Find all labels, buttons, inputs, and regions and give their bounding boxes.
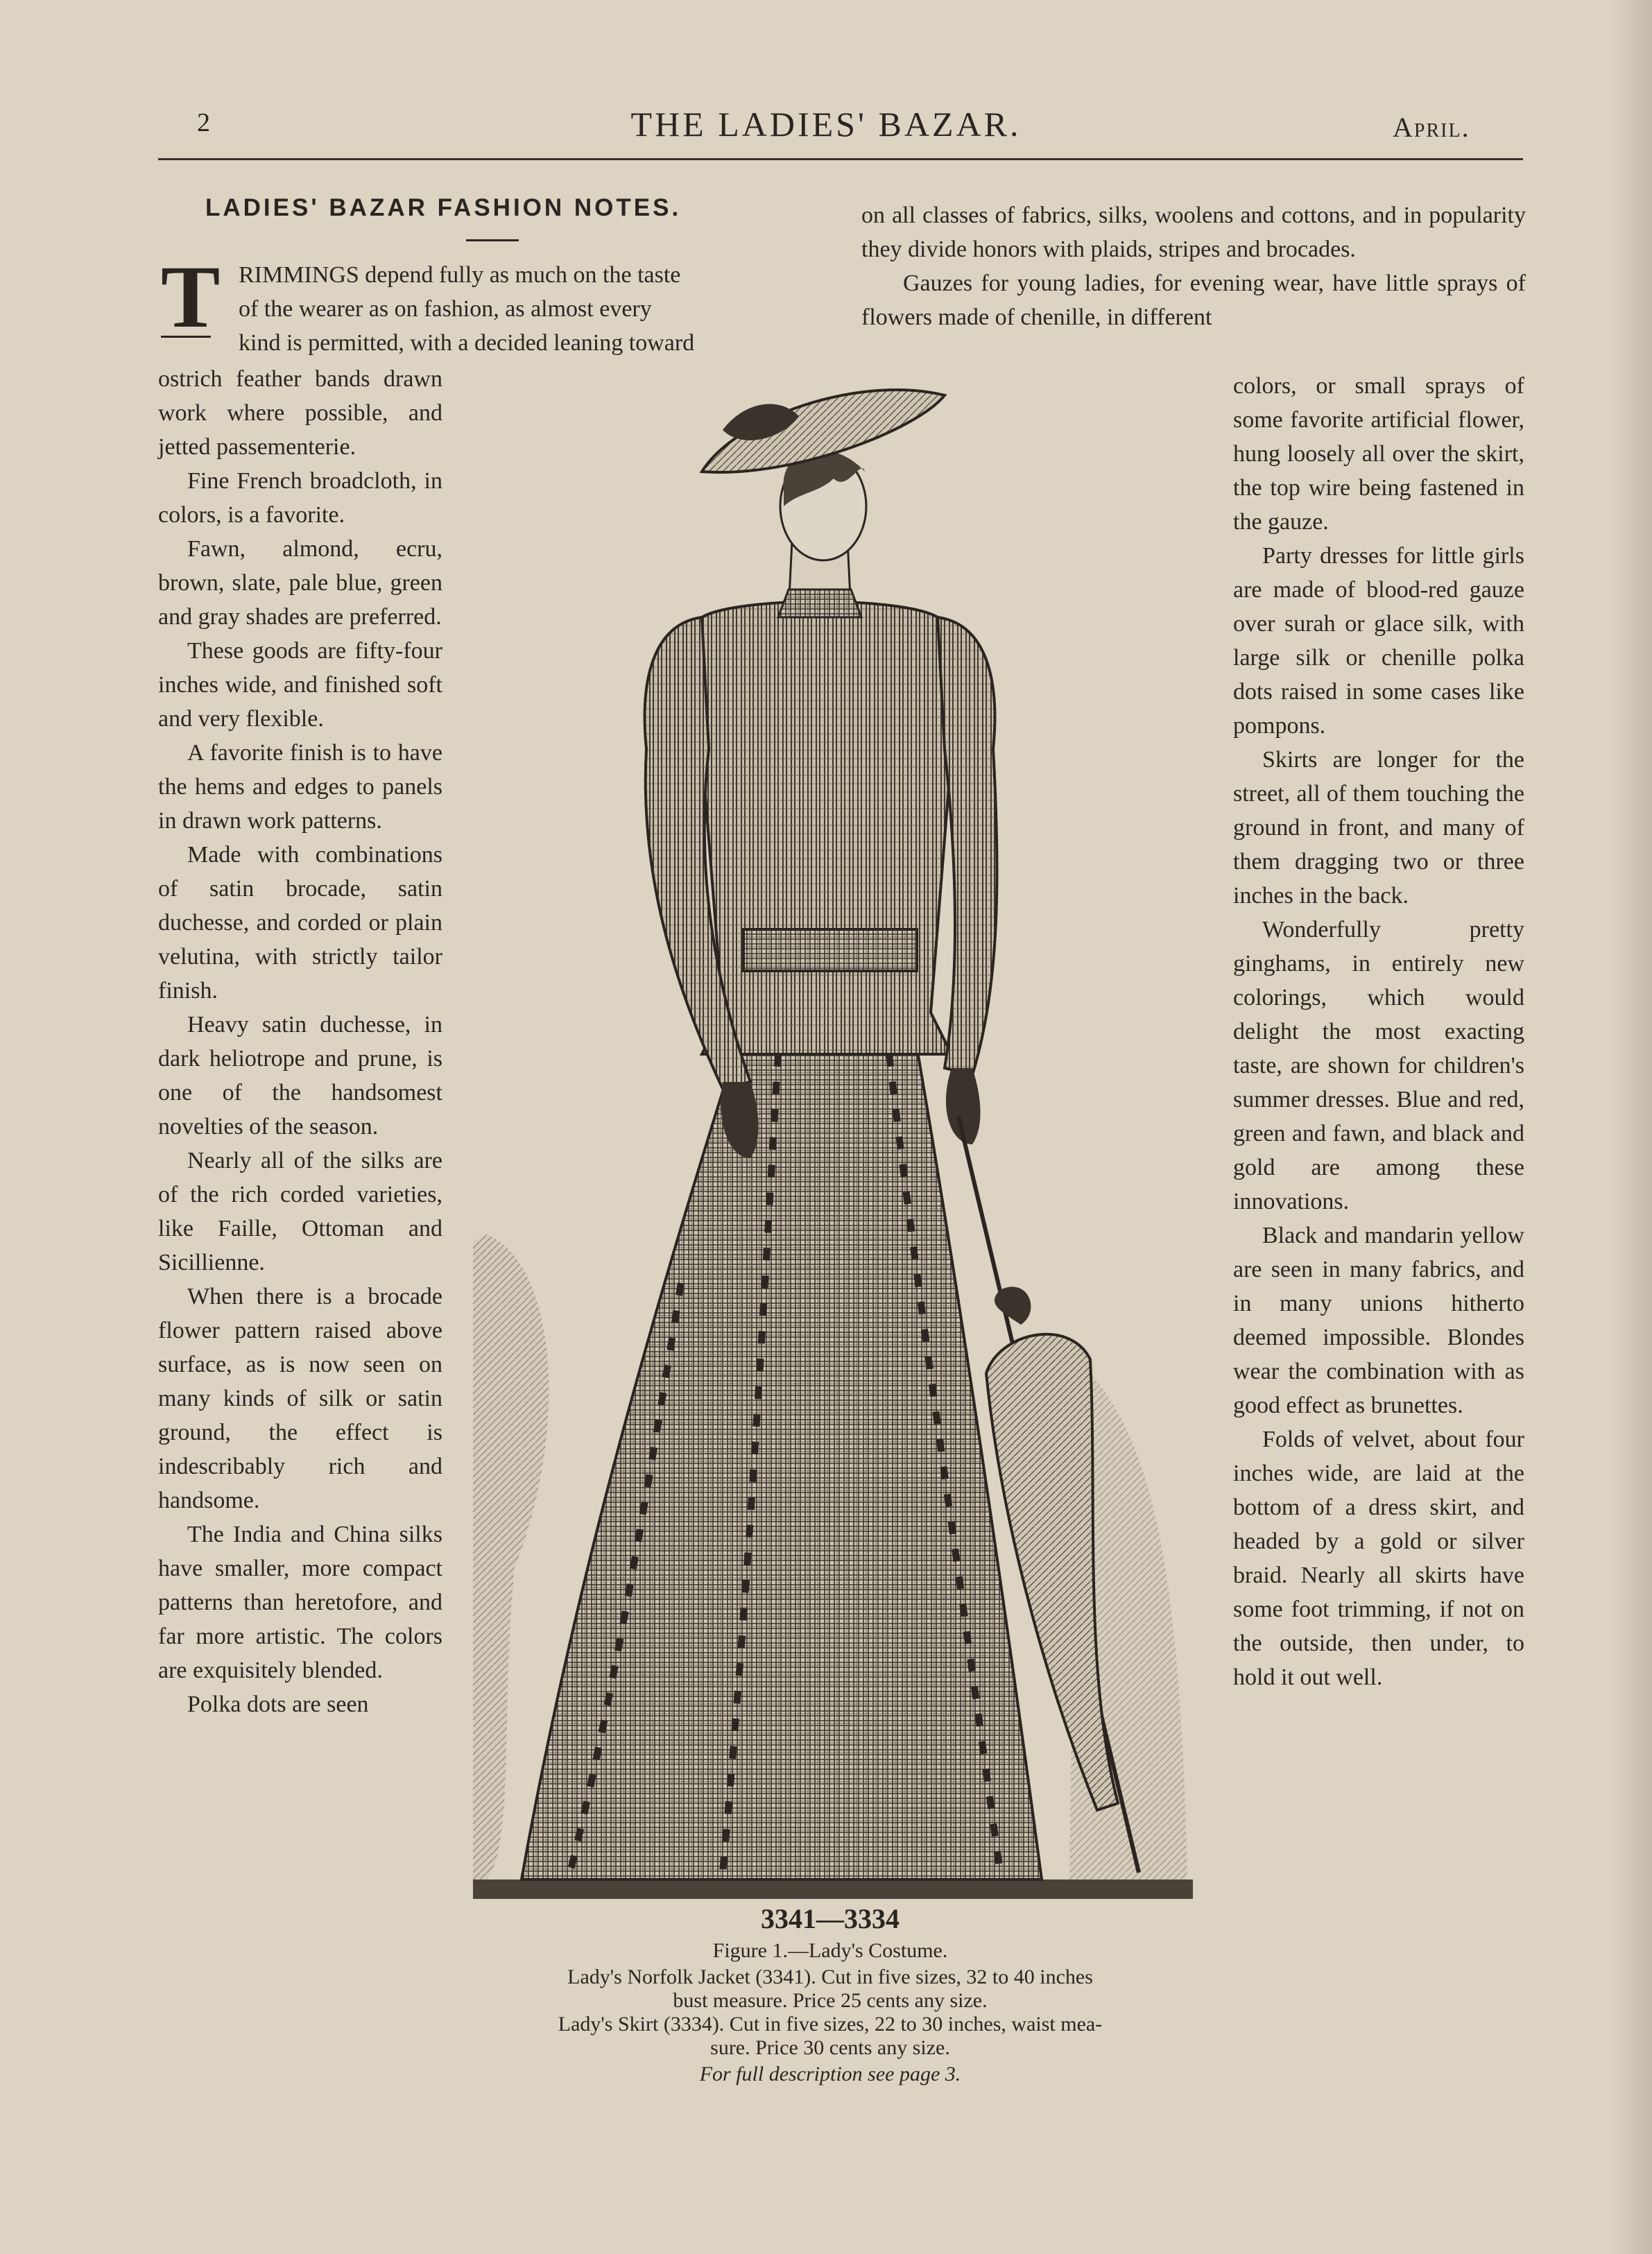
article-title: LADIES' BAZAR FASHION NOTES. bbox=[205, 194, 682, 221]
pattern-numbers: 3341—3334 bbox=[761, 1903, 900, 1934]
paragraph: Fawn, almond, ecru, brown, slate, pale blue, green and gray shades are preferred. bbox=[158, 536, 442, 630]
header-rule bbox=[158, 158, 1523, 160]
jacket-description: Lady's Norfolk Jacket (3341). Cut in five sizes, 32 to 40 inches bbox=[567, 1965, 1093, 1988]
paragraph: Wonderfully pretty ginghams, in entirely new colorings, which would delight the most exacting taste, are shown for children's summer dresses. Blue and red, green and fawn, and black and gold are among these innovations. bbox=[1233, 917, 1524, 1214]
figure-label: Figure 1.—Lady's Costume. bbox=[712, 1939, 948, 1962]
costume-illustration bbox=[473, 388, 1193, 1899]
paragraph: Party dresses for little girls are made of blood-red gauze over surah or glace silk, with large silk or chenille polka dots raised in some cases like pompons. bbox=[1233, 543, 1524, 739]
paragraph: colors, or small sprays of some favorite artificial flower, hung loosely all over the skirt, the top wire being fastened in the gauze. bbox=[1233, 373, 1524, 535]
skirt-description: sure. Price 30 cents any size. bbox=[710, 2036, 950, 2059]
left-column bbox=[158, 362, 442, 1721]
paragraph: The India and China silks have smaller, more compact patterns than heretofore, and far more artistic. The colors are exquisitely blended. bbox=[158, 1522, 442, 1683]
right-column bbox=[1233, 369, 1524, 1694]
paragraph: Heavy satin duchesse, in dark heliotrope and prune, is one of the handsomest novelties of the season. bbox=[158, 1012, 442, 1139]
paragraph: Folds of velvet, about four inches wide, are laid at the bottom of a dress skirt, and headed by a gold or silver braid. Nearly all skirts have some foot trimming, if not on the outside, then under, to hold it out well. bbox=[1233, 1427, 1524, 1690]
paragraph: Nearly all of the silks are of the rich corded varieties, like Faille, Ottoman and Sicillienne. bbox=[158, 1148, 442, 1275]
paragraph: on all classes of fabrics, silks, woolens and cottons, and in popularity they divide honors with plaids, stripes and brocades. bbox=[861, 203, 1526, 262]
paragraph: When there is a brocade flower pattern raised above surface, as is now seen on many kinds of silk or satin ground, the effect is indescribably rich and handsome. bbox=[158, 1284, 442, 1513]
title-dash bbox=[466, 239, 519, 241]
paragraph: Fine French broadcloth, in colors, is a favorite. bbox=[158, 468, 442, 528]
paragraph: Polka dots are seen bbox=[187, 1692, 369, 1717]
intro-line: RIMMINGS depend fully as much on the taste bbox=[239, 262, 681, 288]
paragraph: ostrich feather bands drawn work where possible, and jetted passementerie. bbox=[158, 366, 442, 460]
paragraph: Black and mandarin yellow are seen in many fabrics, and in many unions hitherto deemed impossible. Blondes wear the combination with as good effect as brunettes. bbox=[1233, 1223, 1524, 1418]
paragraph: Skirts are longer for the street, all of them touching the ground in front, and many of them dragging two or three inches in the back. bbox=[1233, 747, 1524, 909]
see-page-note: For full description see page 3. bbox=[699, 2063, 961, 2085]
intro-line: kind is permitted, with a decided leaning toward bbox=[239, 330, 695, 356]
page-number: 2 bbox=[197, 108, 213, 137]
paragraph: These goods are fifty-four inches wide, and finished soft and very flexible. bbox=[158, 638, 442, 732]
paragraph: Made with combinations of satin brocade, satin duchesse, and corded or plain velutina, with strictly tailor finish. bbox=[158, 842, 442, 1004]
intro-line: of the wearer as on fashion, as almost every bbox=[239, 296, 652, 322]
masthead-title: THE LADIES' BAZAR. bbox=[630, 105, 1022, 144]
drop-cap: T bbox=[161, 248, 221, 346]
paragraph: A favorite finish is to have the hems and edges to panels in drawn work patterns. bbox=[158, 740, 442, 834]
figure-caption bbox=[466, 1902, 1194, 2089]
skirt-description: Lady's Skirt (3334). Cut in five sizes, 22 to 30 inches, waist mea- bbox=[558, 2013, 1103, 2036]
issue-month: April. bbox=[1393, 112, 1470, 143]
paragraph: Gauzes for young ladies, for evening wear, have little sprays of flowers made of chenille, in different bbox=[861, 270, 1526, 330]
jacket-description: bust measure. Price 25 cents any size. bbox=[673, 1989, 988, 2012]
top-right-text bbox=[861, 198, 1526, 334]
